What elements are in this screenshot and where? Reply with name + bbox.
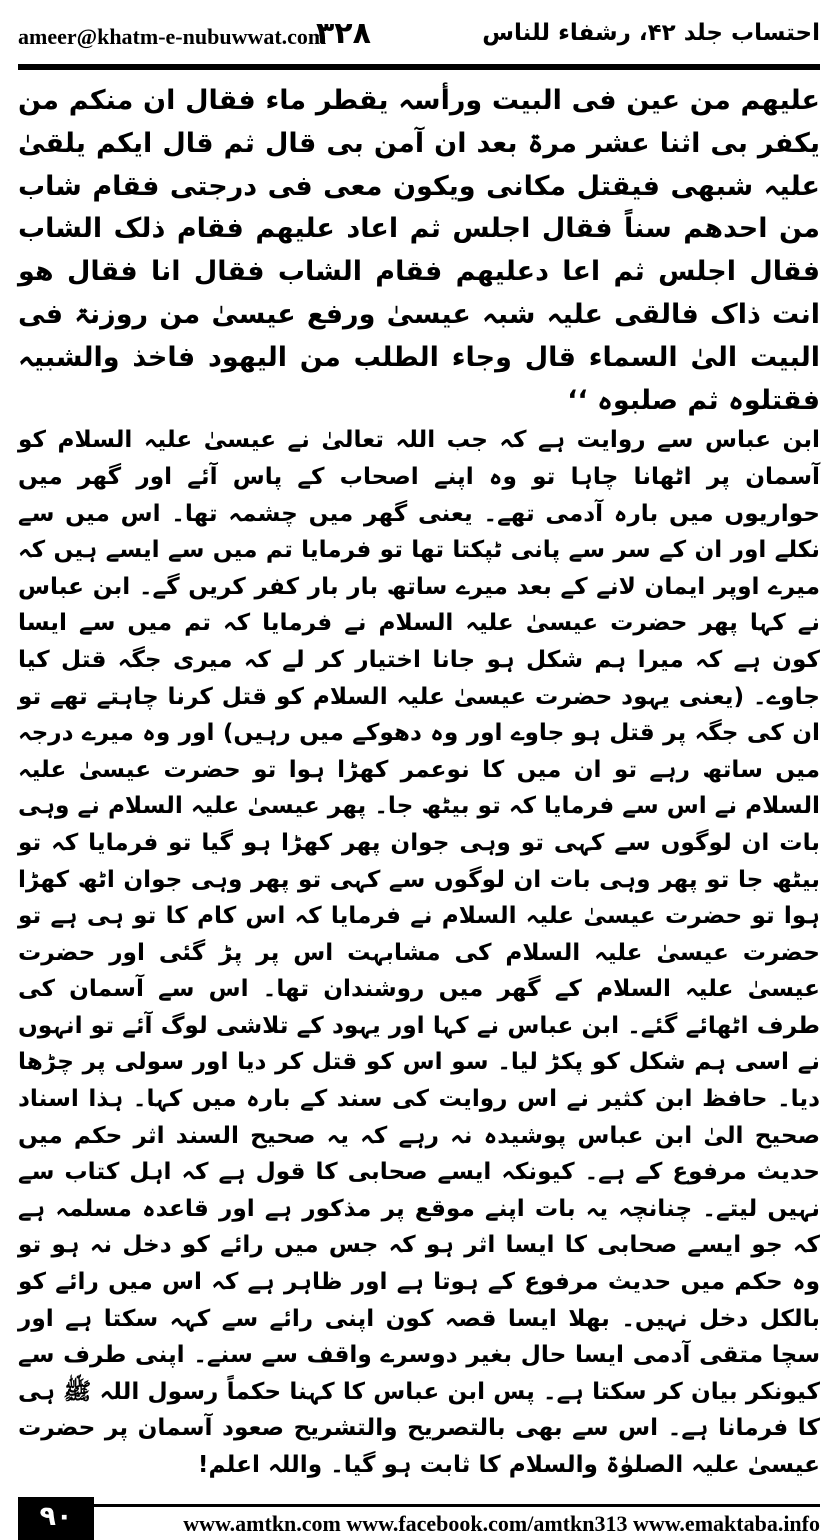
page-body <box>18 80 820 1484</box>
page-number: ۳۲۸ <box>316 16 371 51</box>
footer-links: www.amtkn.com www.facebook.com/amtkn313 www.emaktaba.info <box>183 1511 820 1536</box>
header-rule <box>18 64 820 70</box>
footer-section-number: ۹۰ <box>18 1497 94 1540</box>
running-title: احتساب جلد ۴۲، رشفاء للناس <box>482 20 820 46</box>
page-header <box>18 14 820 60</box>
header-email: ameer@khatm-e-nubuwwat.com <box>18 24 327 49</box>
footer-rule <box>18 1504 820 1507</box>
arabic-passage: علیھم من عین فی البیت ورأسہ یقطر ماء فقال ان منکم من یکفر بی اثنا عشر مرۃ بعد ان آمن بی قال ثم قال ایکم یلقیٰ علیہ شبھی فیقتل مکانی ویکون معی فی درجتی فقام شاب من احدھم سناً فقال اجلس ثم اعاد علیھم فقام ذلک الشاب فقال اجلس ثم اعا دعلیھم فقام الشاب فقال انا فقال ھو انت ذاک فالقی علیہ شبہ عیسیٰ ورفع عیسیٰ من روزنۃ فی البیت الیٰ السماء قال وجاء الطلب من الیھود فاخذ والشبیہ فقتلوہ ثم صلبوہ ‘‘ <box>18 85 820 416</box>
urdu-passage: ابن عباس سے روایت ہے کہ جب اللہ تعالیٰ نے عیسیٰ علیہ السلام کو آسمان پر اٹھانا چاہا تو وہ اپنے اصحاب کے پاس آئے اور گھر میں حواریوں میں بارہ آدمی تھے۔ یعنی گھر میں چشمہ تھا۔ اس میں سے نکلے اور ان کے سر سے پانی ٹپکتا تھا تو فرمایا تم میں سے ایسے ہیں کہ میرے اوپر ایمان لانے کے بعد میرے ساتھ بار بار کفر کریں گے۔ ابن عباس نے کہا پھر حضرت عیسیٰ علیہ السلام نے فرمایا کہ تم میں سے ایسا کون ہے کہ میرا ہم شکل ہو جانا اختیار کر لے کہ میری جگہ قتل کیا جاوے۔ (یعنی یہود حضرت عیسیٰ علیہ السلام کو قتل کرنا چاہتے تھے تو ان کی جگہ پر قتل ہو جاوے اور وہ دھوکے میں رہیں) اور وہ میرے درجہ میں ساتھ رہے تو ان میں کا نوعمر کھڑا ہوا تو حضرت عیسیٰ علیہ السلام نے اس سے فرمایا کہ تو بیٹھ جا۔ پھر عیسیٰ علیہ السلام نے وہی بات ان لوگوں سے کہی تو وہی جوان پھر کھڑا ہو گیا تو فرمایا کہ تو بیٹھ جا تو پھر وہی بات ان لوگوں سے کہی تو پھر وہی جوان اٹھ کھڑا ہوا تو حضرت عیسیٰ علیہ السلام نے فرمایا کہ اس کام کا تو ہی ہے تو حضرت عیسیٰ علیہ السلام کی مشابہت اس پر پڑ گئی اور حضرت عیسیٰ علیہ السلام کے گھر میں روشندان تھا۔ اس سے آسمان کی طرف اٹھائے گئے۔ ابن عباس نے کہا اور یہود کے تلاشی لوگ آئے تو انہوں نے اسی ہم شکل کو پکڑ لیا۔ سو اس کو قتل کر دیا اور سولی پر چڑھا دیا۔ حافظ ابن کثیر نے اس روایت کی سند کے بارہ میں کہا۔ ہذا اسناد صحیح الیٰ ابن عباس پوشیدہ نہ رہے کہ یہ صحیح السند اثر حکم میں حدیث مرفوع کے ہے۔ کیونکہ ایسے صحابی کا قول ہے کہ اہل کتاب سے نہیں لیتے۔ چنانچہ یہ بات اپنے موقع پر مذکور ہے اور قاعدہ مسلمہ ہے کہ جو ایسے صحابی کا ایسا اثر ہو کہ جس میں رائے کو دخل نہ ہو تو وہ حکم میں حدیث مرفوع کے ہوتا ہے اور ظاہر ہے کہ اس میں رائے کو بالکل دخل نہیں۔ بھلا ایسا قصہ کون اپنی رائے سے کہہ سکتا ہے اور سچا متقی آدمی ایسا حال بغیر دوسرے واقف سے سنے۔ اپنی طرف سے کیونکر بیان کر سکتا ہے۔ پس ابن عباس کا کہنا حکماً رسول اللہ ﷺ ہی کا فرمانا ہے۔ اس سے بھی بالتصریح والتشریح صعود آسمان پر حضرت عیسیٰ علیہ الصلوٰۃ والسلام کا ثابت ہو گیا۔ واللہ اعلم! <box>18 426 820 1478</box>
